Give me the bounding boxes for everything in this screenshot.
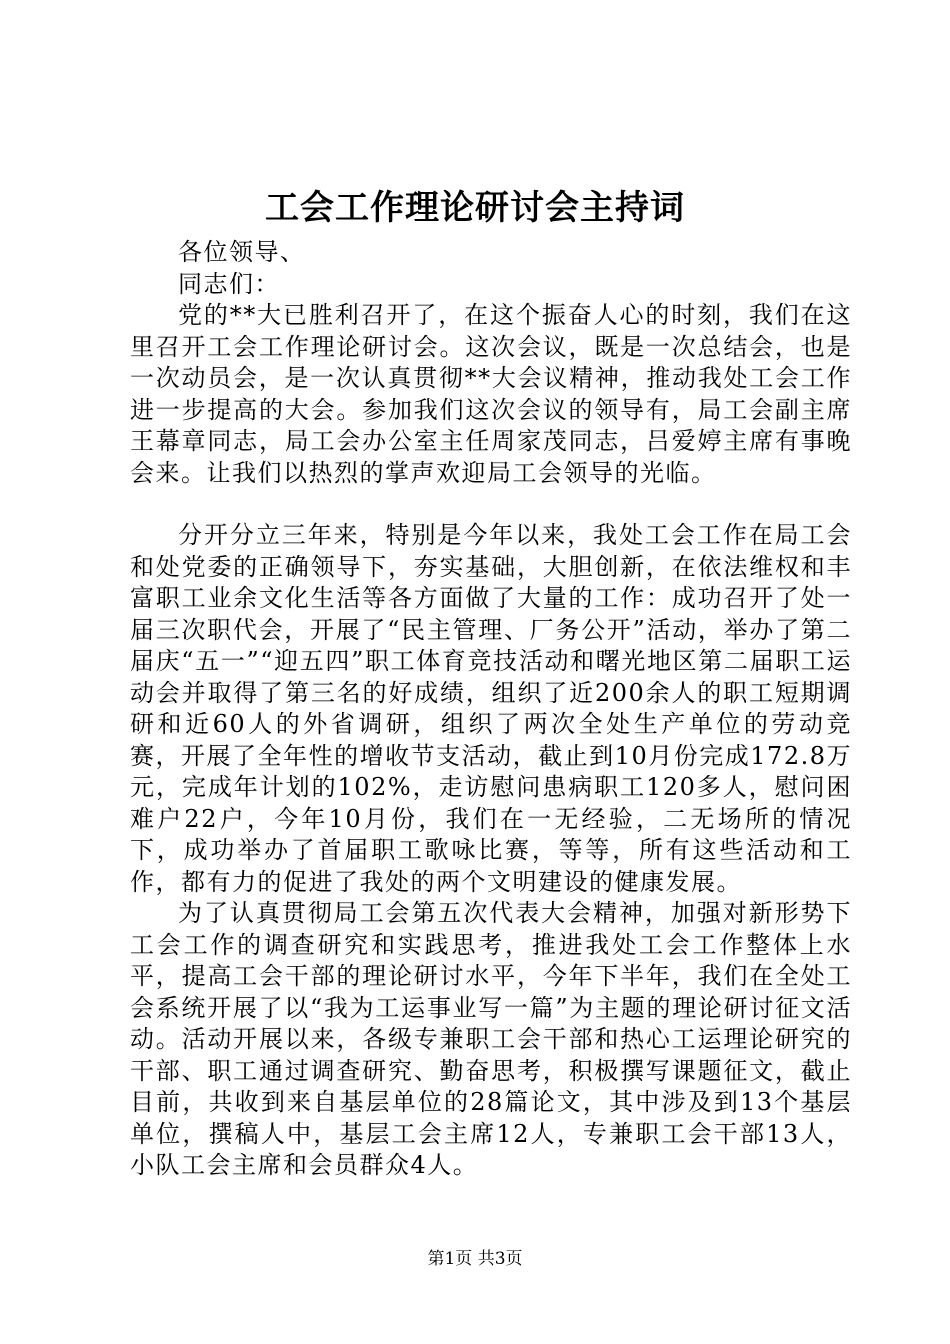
page-footer: 第1页 共3页 — [427, 1249, 523, 1269]
salutation-line-1: 各位领导、 — [178, 238, 306, 266]
salutation-line-2: 同志们： — [178, 269, 280, 298]
document-title: 工会工作理论研讨会主持词 — [265, 188, 685, 228]
paragraph-achievements: 分开分立三年来，特别是今年以来，我处工会工作在局工会和处党委的正确领导下，夯实基础，大胆创新，在依法维权和丰富职工业余文化生活等各方面做了大量的工作：成功召开了处一届三次职代会，开展了“民主管理、厂务公开”活动，举办了第二届庆“五一”“迎五四”职工体育竞技活动和曙光地区第二届职工运动会并取得了第三名的好成绩，组织了近200余人的职工短期调研和近60人的外省调研，组织了两次全处生产单位的劳动竞赛，开展了全年性的增收节支活动，截止到10月份完成172.8万元，完成年计划的102%，走访慰问患病职工120多人，慰问困难户22户，今年10月份，我们在一无经验，二无场所的情况下，成功举办了首届职工歌咏比赛，等等，所有这些活动和工作，都有力的促进了我处的两个文明建设的健康发展。 — [130, 521, 852, 896]
paragraph-opening: 党的**大已胜利召开了，在这个振奋人心的时刻，我们在这里召开工会工作理论研讨会。这次会议，既是一次总结会，也是一次动员会，是一次认真贯彻**大会议精神，推动我处工会工作进一步提高的大会。参加我们这次会议的领导有，局工会副主席王幕章同志，局工会办公室主任周家茂同志，吕爱婷主席有事晚会来。让我们以热烈的掌声欢迎局工会领导的光临。 — [130, 301, 852, 487]
paragraph-essay-activity: 为了认真贯彻局工会第五次代表大会精神，加强对新形势下工会工作的调查研究和实践思考，推进我处工会工作整体上水平，提高工会干部的理论研讨水平，今年下半年，我们在全处工会系统开展了以“我为工运事业写一篇”为主题的理论研讨征文活动。活动开展以来，各级专兼职工会干部和热心工运理论研究的干部、职工通过调查研究、勤奋思考，积极撰写课题征文，截止目前，共收到来自基层单位的28篇论文，其中涉及到13个基层单位，撰稿人中，基层工会主席12人，专兼职工会干部13人，小队工会主席和会员群众4人。 — [130, 899, 852, 1179]
document-body — [130, 237, 852, 1182]
